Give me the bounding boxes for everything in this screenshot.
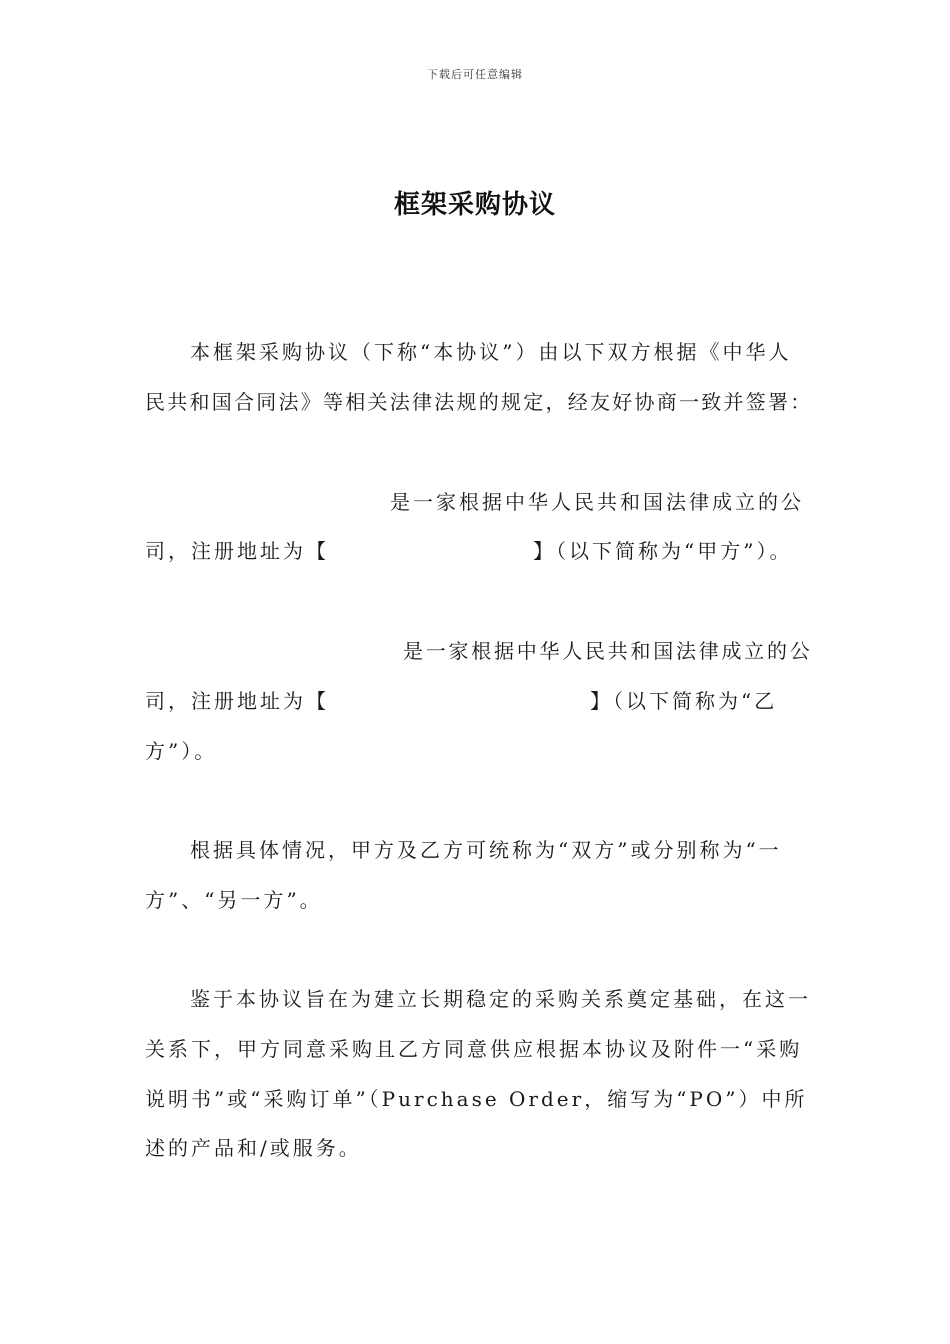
intro-line-2: 民共和国合同法》等相关法律法规的规定，经友好协商一致并签署： (145, 390, 813, 414)
whereas-line-4: 述的产品和/或服务。 (145, 1136, 362, 1160)
party-a-line-1: 是一家根据中华人民共和国法律成立的公 (390, 490, 804, 514)
whereas-line-1: 鉴于本协议旨在为建立长期稳定的采购关系奠定基础，在这一 (190, 987, 811, 1011)
party-a-alias: 】（以下简称为“甲方”）。 (533, 539, 793, 563)
document-title: 框架采购协议 (393, 190, 556, 220)
party-b-alias: 】（以下简称为“乙 (590, 689, 778, 713)
definitions-line-2: 方”、“另一方”。 (145, 888, 323, 912)
party-b-line-1: 是一家根据中华人民共和国法律成立的公 (403, 639, 813, 663)
intro-line-1: 本框架采购协议（下称“本协议”）由以下双方根据《中华人 (190, 340, 792, 364)
party-a-address-label: 司，注册地址为【 (145, 539, 329, 563)
party-b-line-3: 方”）。 (145, 739, 218, 763)
definitions-line-1: 根据具体情况，甲方及乙方可统称为“双方”或分别称为“一 (190, 838, 782, 862)
party-b-address-label: 司，注册地址为【 (145, 689, 329, 713)
whereas-line-2: 关系下，甲方同意采购且乙方同意供应根据本协议及附件一“采购 (145, 1037, 803, 1061)
whereas-line-3: 说明书”或“采购订单”（Purchase Order，缩写为“PO”）中所 (145, 1087, 808, 1111)
page-header-note: 下载后可任意编辑 (427, 68, 523, 81)
